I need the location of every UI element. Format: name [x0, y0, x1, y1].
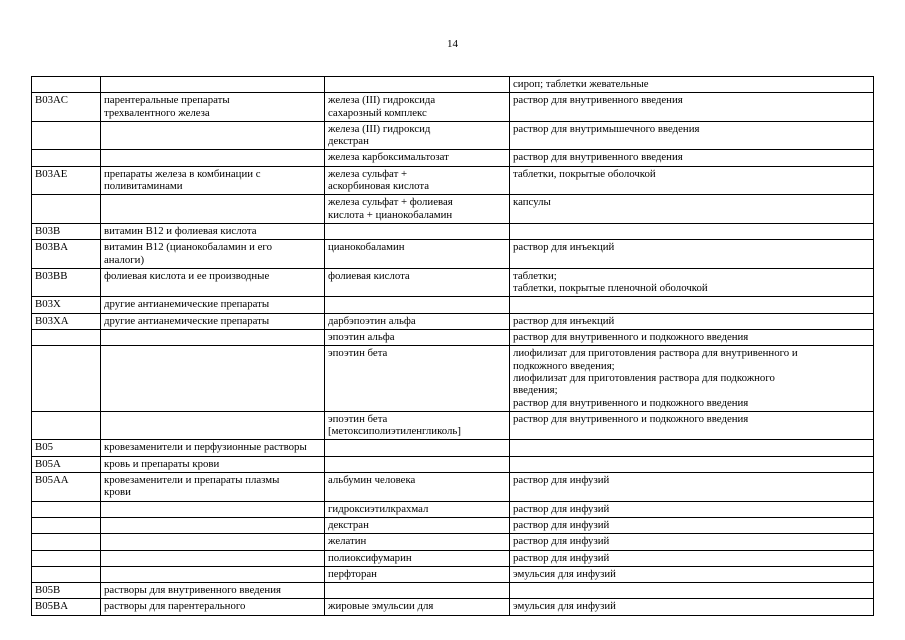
- drug-name-cell: железа карбоксимальтозат: [325, 150, 510, 166]
- atc-code-cell: [32, 150, 101, 166]
- dosage-form-cell: [510, 223, 874, 239]
- group-name-cell: [101, 121, 325, 150]
- drug-name-cell: жировые эмульсии для: [325, 599, 510, 615]
- atc-code-cell: [32, 121, 101, 150]
- drug-name-cell: перфторан: [325, 566, 510, 582]
- drug-name-cell: фолиевая кислота: [325, 268, 510, 297]
- table-row: [32, 473, 874, 502]
- atc-code-cell: B05AA: [32, 473, 101, 502]
- group-name-cell: [101, 501, 325, 517]
- atc-code-cell: [32, 566, 101, 582]
- drug-name-cell: железа сульфат + фолиевая кислота + цианокобаламин: [325, 195, 510, 224]
- atc-code-cell: [32, 195, 101, 224]
- table-row: [32, 456, 874, 472]
- drug-name-cell: железа (III) гидроксида сахарозный комплекс: [325, 93, 510, 122]
- group-name-cell: кровезаменители и препараты плазмы крови: [101, 473, 325, 502]
- group-name-cell: кровь и препараты крови: [101, 456, 325, 472]
- group-name-cell: [101, 346, 325, 411]
- table-row: [32, 121, 874, 150]
- dosage-form-cell: [510, 440, 874, 456]
- dosage-form-cell: [510, 297, 874, 313]
- dosage-form-cell: раствор для внутримышечного введения: [510, 121, 874, 150]
- atc-code-cell: B03BB: [32, 268, 101, 297]
- table-row: [32, 517, 874, 533]
- group-name-cell: [101, 150, 325, 166]
- group-name-cell: другие антианемические препараты: [101, 313, 325, 329]
- group-name-cell: витамин B12 и фолиевая кислота: [101, 223, 325, 239]
- atc-code-cell: [32, 534, 101, 550]
- drug-name-cell: [325, 456, 510, 472]
- table-row: [32, 195, 874, 224]
- drug-name-cell: декстран: [325, 517, 510, 533]
- atc-code-cell: [32, 77, 101, 93]
- drug-classification-table: [31, 76, 874, 616]
- atc-code-cell: B05B: [32, 583, 101, 599]
- drug-name-cell: [325, 223, 510, 239]
- group-name-cell: препараты железа в комбинации с поливитаминами: [101, 166, 325, 195]
- drug-name-cell: эпоэтин бета [метоксиполиэтиленгликоль]: [325, 411, 510, 440]
- page-number: 14: [447, 38, 458, 50]
- table-row: [32, 411, 874, 440]
- drug-name-cell: железа (III) гидроксид декстран: [325, 121, 510, 150]
- atc-code-cell: B03B: [32, 223, 101, 239]
- atc-code-cell: B03XA: [32, 313, 101, 329]
- drug-name-cell: дарбэпоэтин альфа: [325, 313, 510, 329]
- dosage-form-cell: раствор для внутривенного и подкожного введения: [510, 330, 874, 346]
- drug-name-cell: эпоэтин альфа: [325, 330, 510, 346]
- table-row: [32, 268, 874, 297]
- drug-name-cell: железа сульфат + аскорбиновая кислота: [325, 166, 510, 195]
- table-row: [32, 566, 874, 582]
- dosage-form-cell: [510, 583, 874, 599]
- group-name-cell: растворы для парентерального: [101, 599, 325, 615]
- group-name-cell: парентеральные препараты трехвалентного железа: [101, 93, 325, 122]
- group-name-cell: [101, 534, 325, 550]
- table-row: [32, 77, 874, 93]
- table-row: [32, 440, 874, 456]
- table-row: [32, 93, 874, 122]
- dosage-form-cell: [510, 456, 874, 472]
- dosage-form-cell: раствор для внутривенного введения: [510, 150, 874, 166]
- drug-name-cell: [325, 297, 510, 313]
- drug-name-cell: гидроксиэтилкрахмал: [325, 501, 510, 517]
- drug-name-cell: [325, 77, 510, 93]
- dosage-form-cell: раствор для инфузий: [510, 517, 874, 533]
- atc-code-cell: B03AC: [32, 93, 101, 122]
- dosage-form-cell: раствор для инъекций: [510, 313, 874, 329]
- dosage-form-cell: эмульсия для инфузий: [510, 566, 874, 582]
- atc-code-cell: B05: [32, 440, 101, 456]
- table-row: [32, 166, 874, 195]
- table-row: [32, 313, 874, 329]
- drug-name-cell: полиоксифумарин: [325, 550, 510, 566]
- drug-name-cell: альбумин человека: [325, 473, 510, 502]
- group-name-cell: другие антианемические препараты: [101, 297, 325, 313]
- atc-code-cell: B03X: [32, 297, 101, 313]
- group-name-cell: растворы для внутривенного введения: [101, 583, 325, 599]
- dosage-form-cell: раствор для инфузий: [510, 501, 874, 517]
- dosage-form-cell: раствор для внутривенного введения: [510, 93, 874, 122]
- group-name-cell: витамин B12 (цианокобаламин и его аналоги): [101, 240, 325, 269]
- dosage-form-cell: эмульсия для инфузий: [510, 599, 874, 615]
- table-row: [32, 583, 874, 599]
- atc-code-cell: [32, 501, 101, 517]
- atc-code-cell: [32, 517, 101, 533]
- table-row: [32, 240, 874, 269]
- group-name-cell: [101, 411, 325, 440]
- table-row: [32, 550, 874, 566]
- group-name-cell: фолиевая кислота и ее производные: [101, 268, 325, 297]
- group-name-cell: [101, 195, 325, 224]
- group-name-cell: [101, 330, 325, 346]
- dosage-form-cell: раствор для инфузий: [510, 550, 874, 566]
- table-row: [32, 150, 874, 166]
- dosage-form-cell: таблетки; таблетки, покрытые пленочной оболочкой: [510, 268, 874, 297]
- drug-name-cell: эпоэтин бета: [325, 346, 510, 411]
- atc-code-cell: B05A: [32, 456, 101, 472]
- atc-code-cell: [32, 346, 101, 411]
- dosage-form-cell: раствор для инфузий: [510, 473, 874, 502]
- table-row: [32, 599, 874, 615]
- table-body: [32, 77, 874, 616]
- dosage-form-cell: раствор для инфузий: [510, 534, 874, 550]
- table-row: [32, 534, 874, 550]
- table-row: [32, 346, 874, 411]
- drug-name-cell: [325, 440, 510, 456]
- dosage-form-cell: раствор для инъекций: [510, 240, 874, 269]
- group-name-cell: [101, 77, 325, 93]
- atc-code-cell: B03AE: [32, 166, 101, 195]
- table-row: [32, 297, 874, 313]
- table-row: [32, 501, 874, 517]
- dosage-form-cell: таблетки, покрытые оболочкой: [510, 166, 874, 195]
- group-name-cell: [101, 550, 325, 566]
- group-name-cell: [101, 566, 325, 582]
- atc-code-cell: [32, 550, 101, 566]
- dosage-form-cell: раствор для внутривенного и подкожного введения: [510, 411, 874, 440]
- dosage-form-cell: капсулы: [510, 195, 874, 224]
- table-row: [32, 330, 874, 346]
- atc-code-cell: B03BA: [32, 240, 101, 269]
- atc-code-cell: B05BA: [32, 599, 101, 615]
- group-name-cell: кровезаменители и перфузионные растворы: [101, 440, 325, 456]
- atc-code-cell: [32, 411, 101, 440]
- group-name-cell: [101, 517, 325, 533]
- atc-code-cell: [32, 330, 101, 346]
- table-row: [32, 223, 874, 239]
- dosage-form-cell: лиофилизат для приготовления раствора для внутривенного и подкожного введения; лиофилизат для приготовления раствора для подкожного введения; раствор для внутривенного и подкожного введения: [510, 346, 874, 411]
- drug-name-cell: [325, 583, 510, 599]
- drug-name-cell: цианокобаламин: [325, 240, 510, 269]
- drug-name-cell: желатин: [325, 534, 510, 550]
- dosage-form-cell: сироп; таблетки жевательные: [510, 77, 874, 93]
